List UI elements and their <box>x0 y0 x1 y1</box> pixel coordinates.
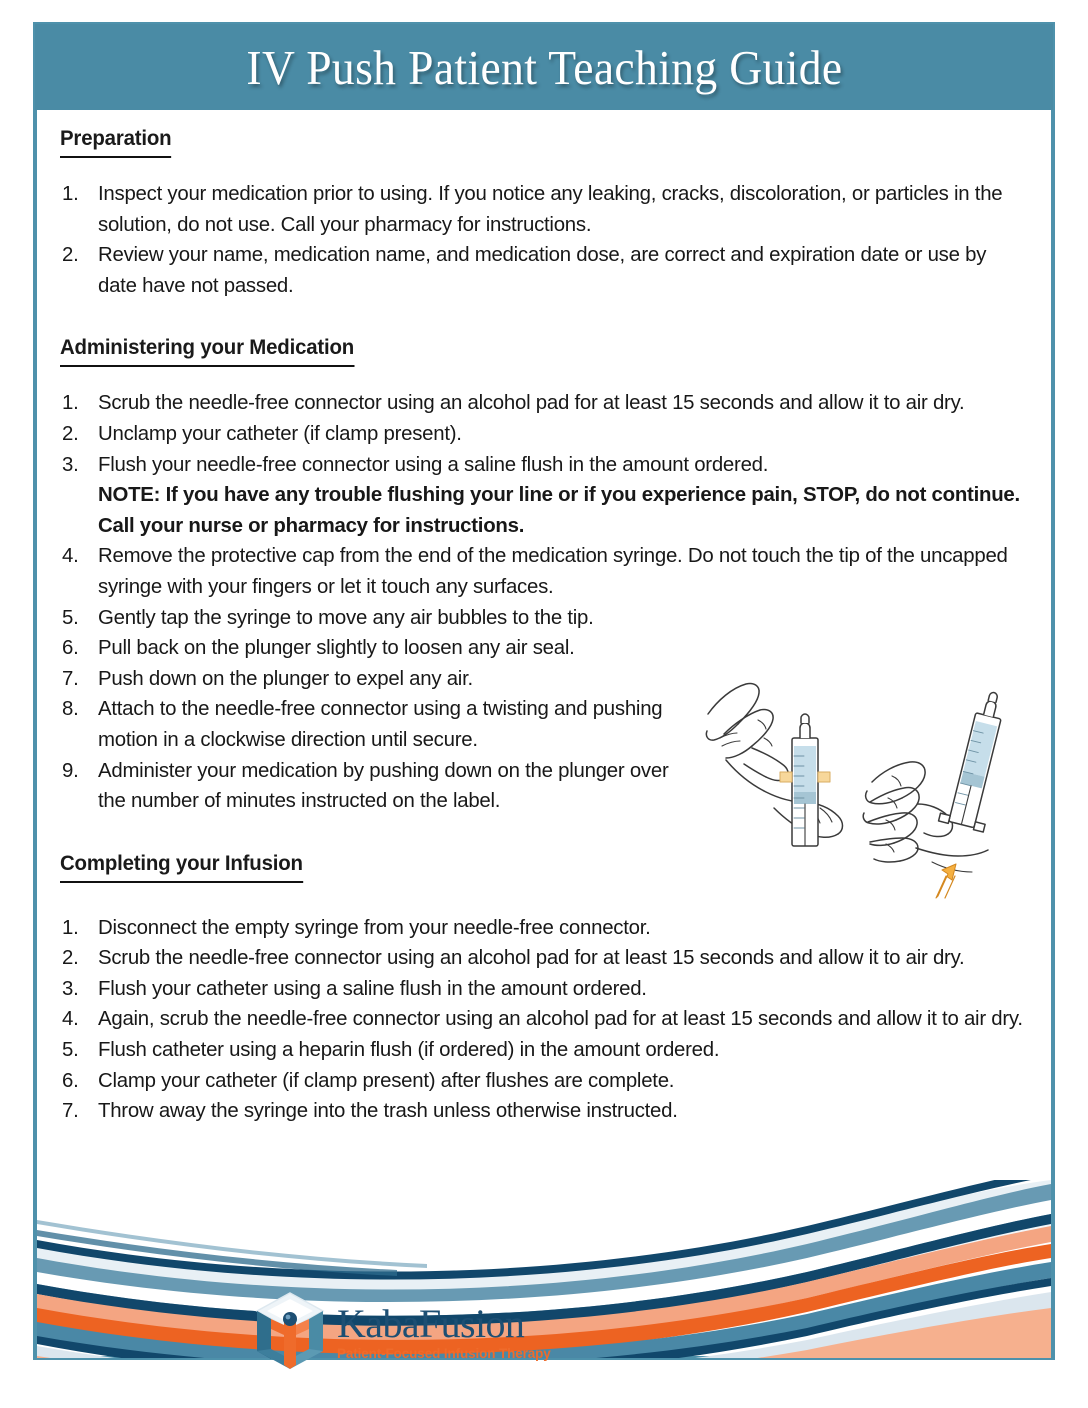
steps-list-preparation <box>60 179 1028 301</box>
list-item-text: Scrub the needle-free connector using an alcohol pad for at least 15 seconds and allow it to air dry. <box>98 392 965 415</box>
list-item-text: Flush your needle-free connector using a saline flush in the amount ordered. <box>98 453 769 476</box>
list-item-number: 6. <box>62 1069 79 1092</box>
kabafusion-logo <box>253 1288 551 1372</box>
list-item <box>60 1066 1028 1097</box>
list-item-text: Remove the protective cap from the end of the medication syringe. Do not touch the tip of the uncapped syringe with your fingers or let it touch any surfaces. <box>98 545 1008 598</box>
steps-list-administering <box>60 388 1028 816</box>
list-item <box>60 603 1028 634</box>
list-item-text: Throw away the syringe into the trash unless otherwise instructed. <box>98 1100 678 1123</box>
steps-list-completing <box>60 913 1028 1127</box>
section-preparation <box>60 126 1028 301</box>
list-item <box>60 633 1028 664</box>
list-item-number: 8. <box>62 698 79 721</box>
list-item-number: 1. <box>62 183 79 205</box>
list-item <box>60 974 1028 1005</box>
list-item-number: 4. <box>62 545 79 568</box>
list-item-number: 6. <box>62 637 79 660</box>
list-item-number: 2. <box>62 422 79 445</box>
list-item-number: 1. <box>62 392 79 415</box>
list-item-text: Pull back on the plunger slightly to loosen any air seal. <box>98 637 575 660</box>
list-item <box>60 419 1028 450</box>
list-item-text: Again, scrub the needle-free connector using an alcohol pad for at least 15 seconds and allow it to air dry. <box>98 1008 1023 1031</box>
list-item-number: 9. <box>62 759 79 782</box>
list-item <box>60 240 1028 301</box>
list-item <box>60 756 1028 817</box>
list-item <box>60 664 1028 695</box>
list-item-number: 2. <box>62 244 79 267</box>
list-item-number: 5. <box>62 1039 79 1062</box>
list-item-number: 7. <box>62 667 79 690</box>
list-item-number: 3. <box>62 977 79 1000</box>
list-item <box>60 1004 1028 1035</box>
list-item-text: Scrub the needle-free connector using an alcohol pad for at least 15 seconds and allow it to air dry. <box>98 947 965 970</box>
page-title: IV Push Patient Teaching Guide <box>245 39 843 95</box>
list-item <box>60 179 1028 240</box>
list-item-text: Attach to the needle-free connector using a twisting and pushing motion in a clockwise direction until secure. <box>98 698 663 751</box>
list-item-text: Unclamp your catheter (if clamp present). <box>98 422 462 445</box>
list-item <box>60 1035 1028 1066</box>
list-item-text: Clamp your catheter (if clamp present) after flushes are complete. <box>98 1069 675 1092</box>
list-item <box>60 388 1028 419</box>
list-item-text: Flush your catheter using a saline flush in the amount ordered. <box>98 977 647 1000</box>
list-item-number: 7. <box>62 1100 79 1123</box>
list-item-text: Flush catheter using a heparin flush (if ordered) in the amount ordered. <box>98 1039 720 1062</box>
list-item <box>60 450 1028 542</box>
list-item-number: 2. <box>62 947 79 970</box>
kabafusion-cube-logo <box>253 1291 327 1369</box>
list-item-text: Inspect your medication prior to using. If you notice any leaking, cracks, discoloration, or particles in the solution, do not use. Call your pharmacy for instructions. <box>98 183 1003 236</box>
list-item-number: 3. <box>62 453 79 476</box>
list-item-note: NOTE: If you have any trouble flushing your line or if you experience pain, STOP, do not continue. Call your nurse or pharmacy for instructions. <box>98 484 1020 537</box>
logo-tagline: Patient-Focused Infusion Therapy <box>337 1345 551 1361</box>
list-item <box>60 541 1028 602</box>
content-area <box>60 126 1028 1127</box>
list-item-text: Disconnect the empty syringe from your needle-free connector. <box>98 916 651 939</box>
list-item-number: 4. <box>62 1008 79 1031</box>
list-item-text: Gently tap the syringe to move any air bubbles to the tip. <box>98 606 594 629</box>
list-item <box>60 913 1028 944</box>
list-item <box>60 943 1028 974</box>
list-item-number: 5. <box>62 606 79 629</box>
list-item-number: 1. <box>62 916 79 939</box>
header-banner <box>35 24 1053 110</box>
list-item-text: Review your name, medication name, and medication dose, are correct and expiration date or use by date have not passed. <box>98 244 987 297</box>
section-heading-administering: Administering your Medication <box>60 335 354 367</box>
list-item <box>60 694 1028 755</box>
logo-text-group <box>337 1300 553 1361</box>
section-completing <box>60 851 1028 1127</box>
section-heading-preparation: Preparation <box>60 126 171 158</box>
list-item-text: Administer your medication by pushing down on the plunger over the number of minutes instructed on the label. <box>98 759 669 813</box>
list-item-text: Push down on the plunger to expel any air. <box>98 667 473 690</box>
list-item <box>60 1096 1028 1127</box>
logo-wordmark: KabaFusion <box>337 1300 525 1346</box>
section-administering <box>60 335 1028 816</box>
section-heading-completing: Completing your Infusion <box>60 851 303 883</box>
